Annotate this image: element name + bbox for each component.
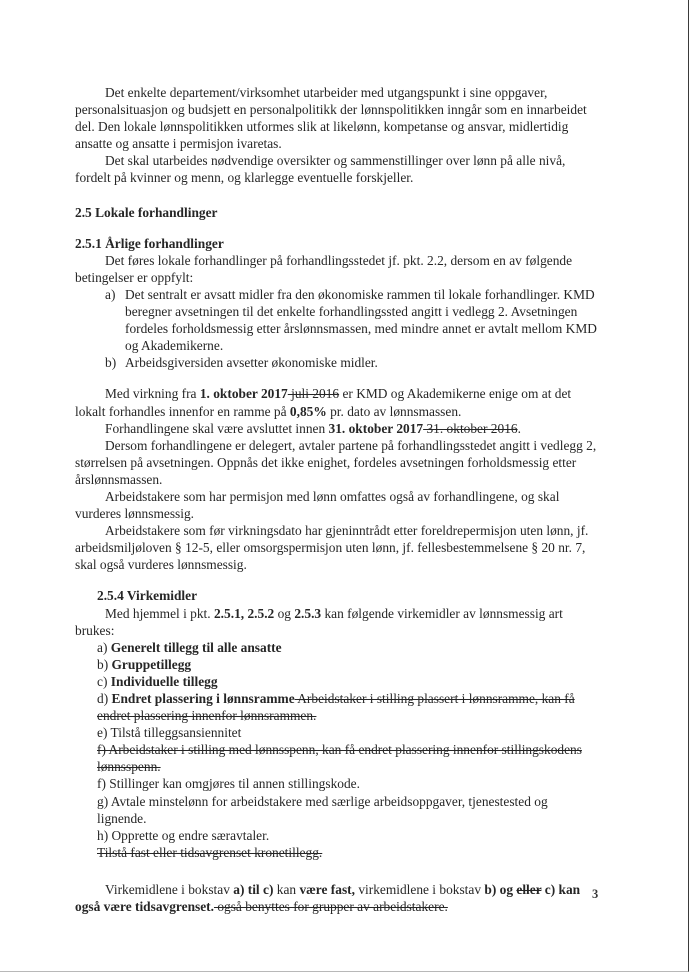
list-marker: e)	[97, 725, 111, 741]
paragraph-frist	[75, 420, 597, 437]
paragraph-closing	[75, 881, 597, 915]
spacer	[75, 861, 597, 881]
heading-section-2-5-1: 2.5.1 Årlige forhandlinger	[75, 235, 224, 251]
list-item-struck-text: Arbeidstaker i stilling med lønnsspenn, kan få endret plassering innenfor stillingskodens lønnsspenn.	[97, 742, 582, 775]
struck-bold-eller: eller	[516, 881, 542, 897]
list-item-text: Det sentralt er avsatt midler fra den økonomiske rammen til lokale forhandlinger. KMD beregner avsetningen til det enkelte forhandlingssted angitt i vedlegg 2. Avsetningen fordeles forholdsmessig etter årslønnsmassen, med mindre annet er avtalt mellom KMD og Akademikerne.	[125, 286, 597, 354]
list-item-text: Arbeidsgiversiden avsetter økonomiske midler.	[125, 355, 378, 371]
list-marker: a)	[97, 639, 111, 655]
list-item	[75, 354, 597, 371]
text-segment: .	[517, 420, 521, 436]
text-segment: kan følgende virkemidler av lønnsmessig art brukes:	[75, 605, 563, 638]
struck-closing-tail: også benyttes for grupper av arbeidstakere.	[213, 899, 448, 915]
list-item-text: Avtale minstelønn for arbeidstakere med særlige arbeidsoppgaver, tjenestested og lignende.	[97, 793, 548, 826]
struck-deadline-old: 31. oktober 2016	[423, 420, 518, 436]
list-item	[97, 793, 597, 827]
paragraph-virkning	[75, 385, 597, 419]
list-item-bold-text: Generelt tillegg til alle ansatte	[110, 639, 282, 655]
paragraph-2-5-4-intro	[75, 605, 597, 639]
text-segment: pr. dato av lønnsmassen.	[326, 403, 462, 419]
list-marker: h)	[97, 827, 112, 843]
paragraph-delegert: Dersom forhandlingene er delegert, avtaler partene på forhandlingsstedet angitt i vedlegg 2, størrelsen på avsetningen. Oppnås det ikke enighet, fordeles avsetningen forholdsmessig etter årslønnsmassen.	[75, 437, 597, 487]
text-segment: er KMD og Akademikerne enige om at det lokalt forhandles innenfor en ramme på	[75, 386, 572, 419]
heading-section-2-5-4: 2.5.4 Virkemidler	[97, 588, 198, 604]
list-item	[97, 639, 597, 656]
list-marker: c)	[97, 673, 111, 689]
bold-range-ac: a) til c)	[233, 881, 274, 897]
struck-date-old: juli 2016	[287, 386, 340, 402]
bold-vaere-fast: være fast,	[299, 881, 355, 897]
spacer	[75, 221, 597, 235]
text-segment: og	[274, 605, 295, 621]
list-marker: f)	[97, 776, 110, 792]
list-marker: b)	[105, 355, 117, 371]
list-item-bold-text: Individuelle tillegg	[110, 673, 218, 689]
list-item	[97, 775, 597, 792]
intro-paragraph-2: Det skal utarbeides nødvendige oversikter og sammenstillinger over lønn på alle nivå, fordelt på kvinner og menn, og klarlegge eventuelle forskjeller.	[75, 153, 566, 186]
list-item-struck-text: Arbeidstaker i stilling plassert i lønnsramme, kan få endret plassering innenfor lønnsrammen.	[97, 691, 575, 724]
text-segment: Med hjemmel i pkt.	[105, 605, 214, 621]
intro-paragraph-1: Det enkelte departement/virksomhet utarbeider med utgangspunkt i sine oppgaver, personalsituasjon og budsjett en personalpolitikk der lønnspolitikken inngår som en innarbeidet del. Den lokale lønnspolitikken utformes slik at likelønn, kompetanse og ansvar, midlertidig ansatte og ansatte i permisjon ivaretas.	[75, 85, 587, 152]
list-item	[75, 286, 597, 354]
list-item	[97, 844, 597, 861]
list-2-5-1	[75, 286, 597, 371]
bold-letter-c-tail: c) kan også være tidsavgrenset.	[75, 881, 581, 915]
list-item-bold-text: Gruppetillegg	[111, 656, 192, 672]
list-item	[97, 656, 597, 673]
page-content	[75, 84, 597, 915]
list-item-text: Tilstå tilleggsansiennitet	[110, 725, 242, 741]
text-segment: Med virkning fra	[105, 386, 200, 402]
bold-ref-2: 2.5.3	[294, 605, 322, 621]
paragraph-2-5-1-intro: Det føres lokale forhandlinger på forhandlingsstedet jf. pkt. 2.2, dersom en av følgende betingelser er oppfylt:	[75, 252, 573, 285]
list-marker: g)	[97, 793, 111, 809]
list-marker: b)	[97, 656, 112, 672]
paragraph-permisjon: Arbeidstakere som har permisjon med lønn omfattes også av forhandlingene, og skal vurderes lønnsmessig.	[75, 488, 560, 522]
bold-deadline-new: 31. oktober 2017	[328, 420, 424, 436]
bold-percentage: 0,85%	[289, 403, 327, 419]
text-segment: kan	[273, 881, 300, 897]
bold-ref-1: 2.5.1, 2.5.2	[213, 605, 275, 621]
list-marker: a)	[105, 286, 116, 302]
list-item-text: Opprette og endre særavtaler.	[111, 827, 270, 843]
spacer	[75, 573, 597, 587]
spacer	[75, 371, 597, 385]
list-marker: d)	[97, 691, 112, 706]
list-2-5-4	[75, 639, 597, 861]
list-item	[97, 827, 597, 844]
list-item-struck-text: Tilstå fast eller tidsavgrenset kronetillegg.	[97, 844, 323, 860]
heading-section-2-5: 2.5 Lokale forhandlinger	[75, 204, 218, 220]
spacer	[75, 187, 597, 204]
list-item-text: Stillinger kan omgjøres til annen stillingskode.	[109, 776, 360, 792]
list-marker: f)	[97, 742, 109, 758]
list-item	[97, 673, 597, 690]
bold-letter-b: b) og	[484, 881, 517, 897]
list-item	[97, 690, 597, 724]
list-item-bold-text: Endret plassering i lønnsramme	[111, 691, 295, 706]
text-segment: Forhandlingene skal være avsluttet innen	[105, 420, 329, 436]
text-segment: Virkemidlene i bokstav	[105, 881, 234, 897]
list-item	[97, 724, 597, 741]
list-item	[97, 741, 597, 775]
bold-date-new: 1. oktober 2017	[199, 386, 288, 402]
page-number: 3	[592, 887, 599, 901]
paragraph-gjeninntradt: Arbeidstakere som før virkningsdato har gjeninntrådt etter foreldrepermisjon uten lønn, jf. arbeidsmiljøloven § 12-5, eller omsorgspermisjon uten lønn, jf. fellesbestemmelsene § 20 nr. 7, skal også vurderes lønnsmessig.	[75, 523, 589, 573]
text-segment: virkemidlene i bokstav	[354, 881, 485, 897]
